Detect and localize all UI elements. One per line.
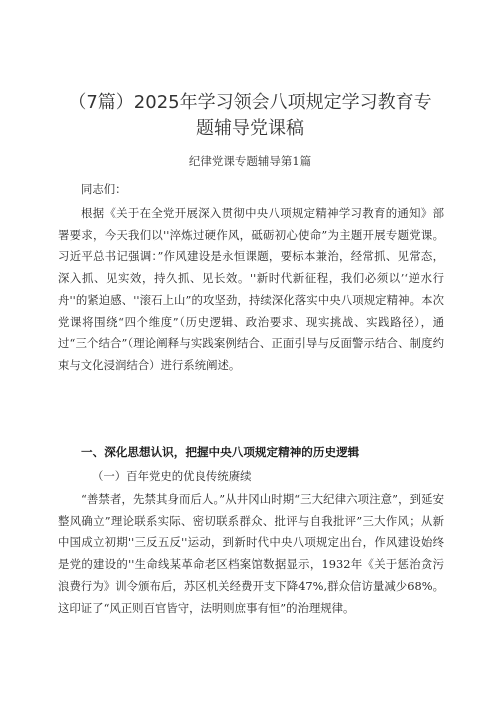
- document-subtitle: 纪律党课专题辅导第1篇: [188, 154, 312, 168]
- paragraph-history: “善禁者，先禁其身而后人。”从井冈山时期“三大纪律六项注意”，到延安整风确立”理论联系实际、密切联系群众、批评与自我批评”三大作风；从新中国成立初期''三反五反''运动，到新时代中央八项规定出台，作风建设始终是党的建设的''生命线某革命老区档案馆数据显示，1932年《关于惩治贪污浪费行为》训令颁布后，苏区机关经费开支下降47%,群众信访量减少68%。这印证了“风正则百官皆守，法明则庶事有恒”的治理规律。: [58, 492, 444, 615]
- section-heading: 一、深化思想认识，把握中央八项规定精神的历史逻辑: [81, 445, 360, 459]
- subsection-heading: （一）百年党史的优良传统赓续: [92, 469, 252, 483]
- salutation: 同志们：: [81, 182, 127, 196]
- paragraph-intro: 根据《关于在全党开展深入贯彻中央八项规定精神学习教育的通知》部署要求，今天我们以''淬炼过硬作风，砥砺初心使命”为主题开展专题党课。习近平总书记强调：”作风建设是永恒课题，要标本兼治，经常抓、见常态，深入抓、见实效，持久抓、见长效。''新时代新征程，我们必须以’‘逆水行舟''的紧迫感、''滚石上山”的攻坚劲，持续深化落实中央八项规定精神。本次党课将围绕“四个维度”（历史逻辑、政治要求、现实挑战、实践路径），通过“三个结合”（理论阐释与实践案例结合、正面引导与反面警示结合、制度约束与文化浸润结合）进行系统阐述。: [58, 206, 444, 372]
- document-title: （7篇）2025年学习领会八项规定学习教育专题辅导党课稿: [68, 92, 432, 139]
